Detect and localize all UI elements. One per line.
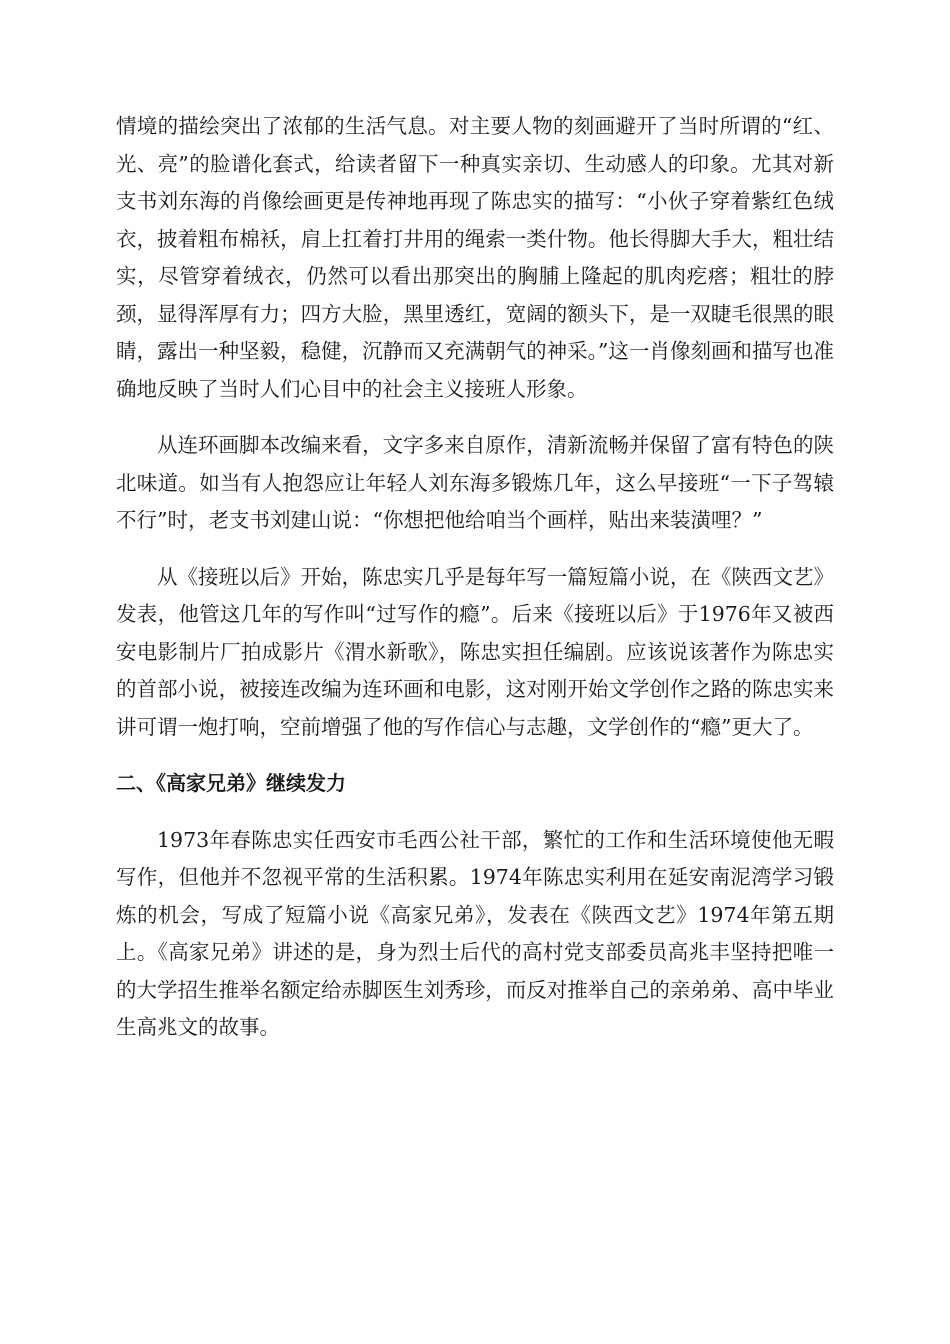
document-body: [116, 108, 834, 1066]
section-heading: 二、《高家兄弟》继续发力: [116, 771, 346, 795]
paragraph-continued: 情境的描绘突出了浓郁的生活气息。对主要人物的刻画避开了当时所谓的“红、光、亮”的脸谱化套式，给读者留下一种真实亲切、生动感人的印象。尤其对新支书刘东海的肖像绘画更是传神地再现了陈忠实的描写：“小伙子穿着紫红色绒衣，披着粗布棉袄，肩上扛着打井用的绳索一类什物。他长得脚大手大，粗壮结实，尽管穿着绒衣，仍然可以看出那突出的胸脯上隆起的肌肉疙瘩；粗壮的脖颈，显得浑厚有力；四方大脸，黑里透红，宽阔的额头下，是一双睫毛很黑的眼睛，露出一种坚毅，稳健，沉静而又充满朝气的神采。”这一肖像刻画和描写也准确地反映了当时人们心目中的社会主义接班人形象。: [116, 114, 834, 401]
paragraph-adaptation: 从连环画脚本改编来看，文字多来自原作，清新流畅并保留了富有特色的陕北味道。如当有人抱怨应让年轻人刘东海多锻炼几年，这么早接班“一下子驾辕不行”时，老支书刘建山说：“你想把他给咱当个画样，贴出来装潢哩？”: [116, 433, 834, 532]
paragraph-writing-habit: 从《接班以后》开始，陈忠实几乎是每年写一篇短篇小说，在《陕西文艺》发表，他管这几年的写作叫“过写作的瘾”。后来《接班以后》于1976年又被西安电影制片厂拍成影片《渭水新歌》，陈忠实担任编剧。应该说该著作为陈忠实的首部小说，被接连改编为连环画和电影，这对刚开始文学创作之路的陈忠实来讲可谓一炮打响，空前增强了他的写作信心与志趣，文学创作的“瘾”更大了。: [116, 564, 834, 739]
paragraph-gaojia-brothers: 1973年春陈忠实任西安市毛西公社干部，繁忙的工作和生活环境使他无暇写作，但他并不忽视平常的生活积累。1974年陈忠实利用在延安南泥湾学习锻炼的机会，写成了短篇小说《高家兄弟》，发表在《陕西文艺》1974年第五期上。《高家兄弟》讲述的是，身为烈士后代的高村党支部委员高兆丰坚持把唯一的大学招生推举名额定给赤脚医生刘秀珍，而反对推举自己的亲弟弟、高中毕业生高兆文的故事。: [116, 827, 834, 1039]
